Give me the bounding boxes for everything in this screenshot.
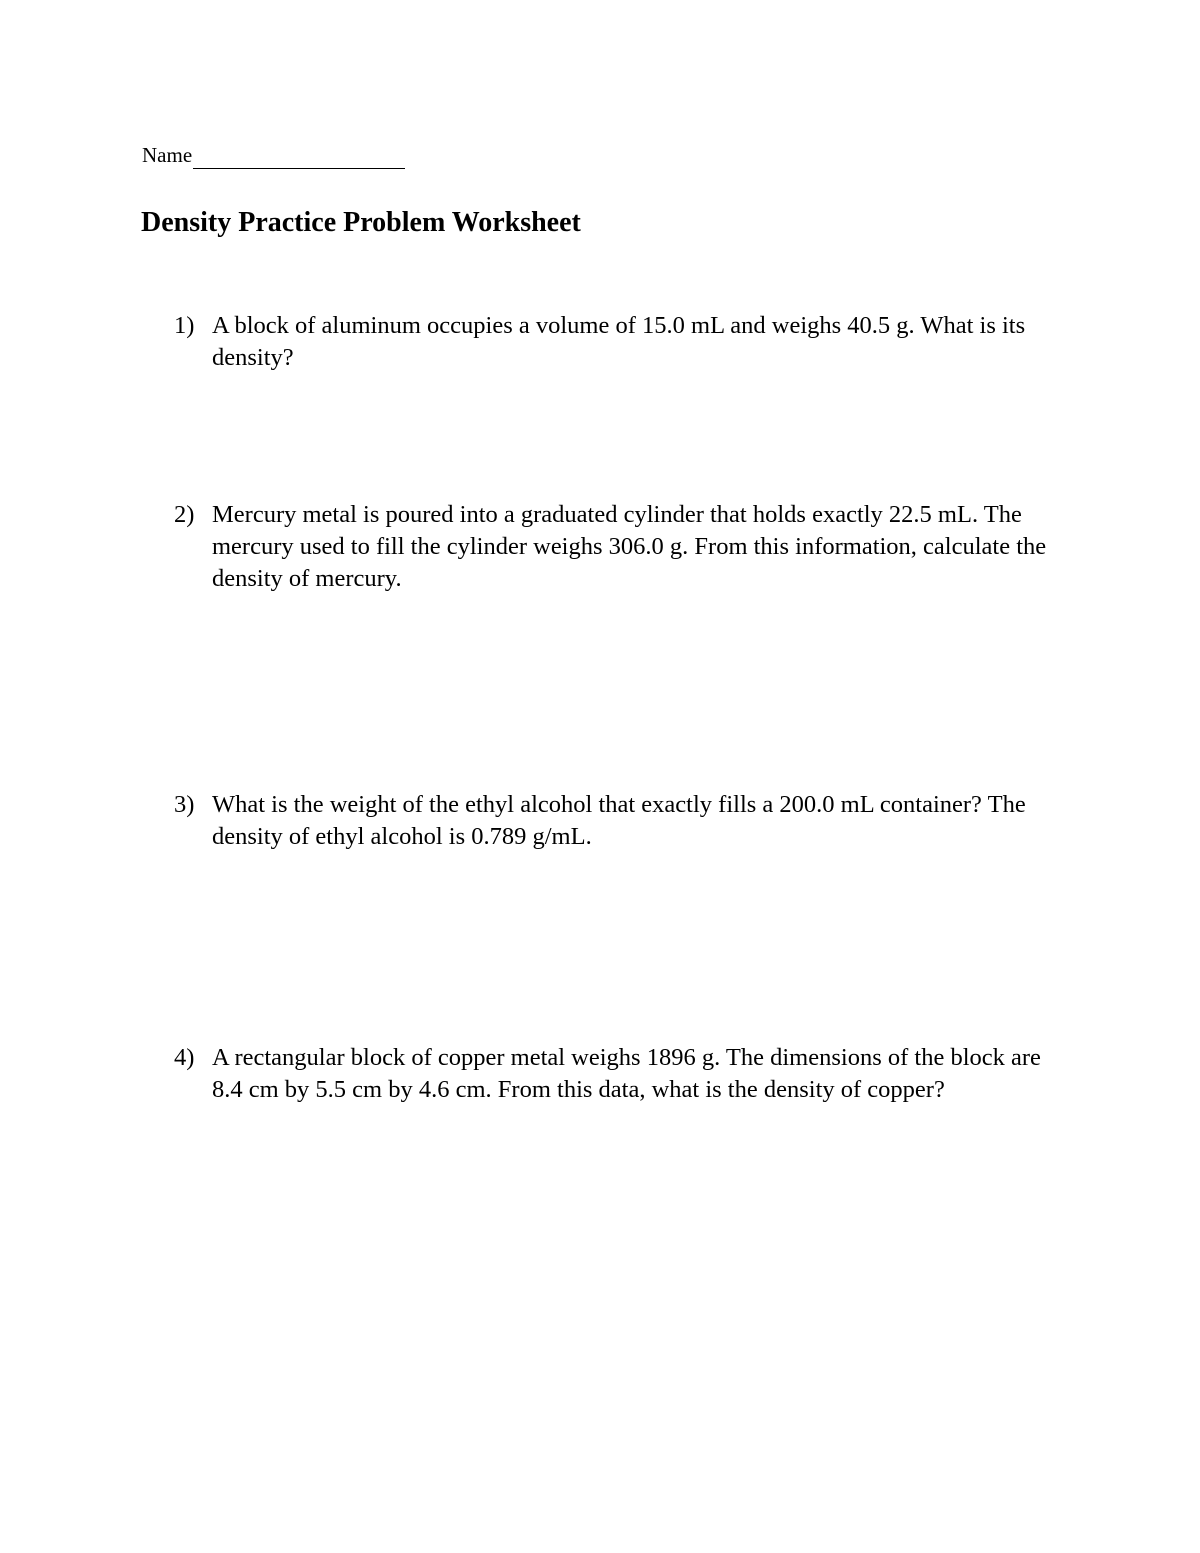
problem-text: What is the weight of the ethyl alcohol that exactly fills a 200.0 mL container? The density of ethyl alcohol is 0.789 g/mL.: [212, 791, 1026, 850]
problem-number: 2): [174, 501, 195, 528]
name-blank-line[interactable]: [193, 148, 405, 169]
problem-text: Mercury metal is poured into a graduated cylinder that holds exactly 22.5 mL. The mercury used to fill the cylinder weighs 306.0 g. From this information, calculate the density of mercury.: [212, 501, 1047, 592]
problem-text: A rectangular block of copper metal weighs 1896 g. The dimensions of the block are 8.4 cm by 5.5 cm by 4.6 cm. From this data, what is the density of copper?: [212, 1044, 1041, 1103]
problem-number: 4): [174, 1044, 195, 1071]
problem-number: 1): [174, 312, 195, 339]
problem-2: [174, 499, 1074, 595]
problem-number: 3): [174, 791, 195, 818]
problem-text: A block of aluminum occupies a volume of 15.0 mL and weighs 40.5 g. What is its density?: [212, 312, 1026, 371]
name-label: Name: [142, 143, 193, 167]
problem-4: [174, 1042, 1074, 1106]
name-field: [142, 141, 405, 169]
page-title: Density Practice Problem Worksheet: [141, 207, 581, 238]
problem-3: [174, 789, 1074, 853]
problem-1: [174, 310, 1074, 374]
